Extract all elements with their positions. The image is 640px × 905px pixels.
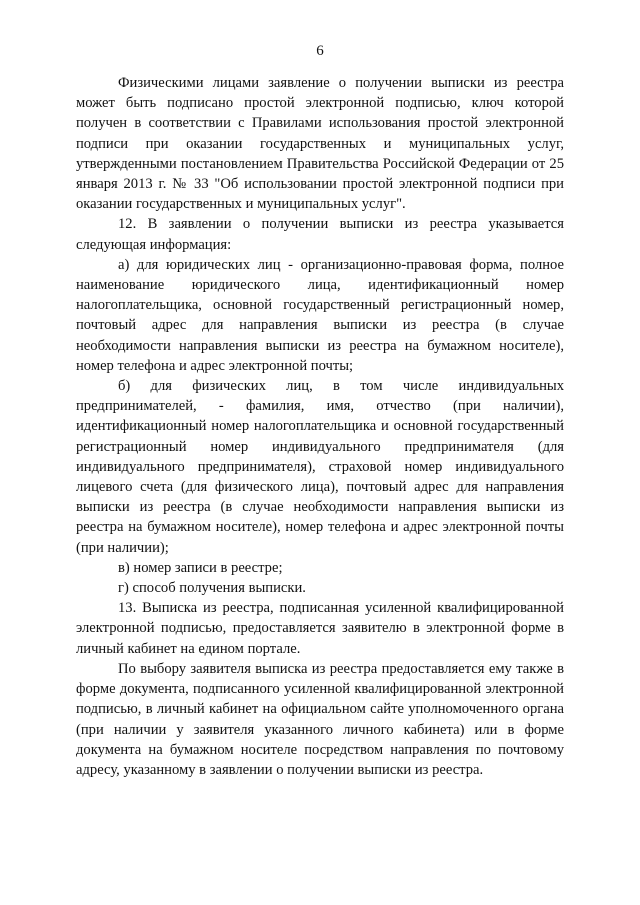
paragraph-13-alternative-forms: По выбору заявителя выписка из реестра предоставляется ему также в форме документа, подписанного усиленной квалифицированной электронной подписью, в личный кабинет на официальном сайте уполномоченного органа (при наличии у заявителя указанного личного кабинета) или в форме документа на бумажном носителе посредством направления по почтовому адресу, указанному в заявлении о получении выписки из реестра. xyxy=(76,660,564,778)
paragraph-13-electronic-extract: 13. Выписка из реестра, подписанная усиленной квалифицированной электронной подписью, предоставляется заявителю в электронной форме в личный кабинет на едином портале. xyxy=(76,600,564,657)
paragraph-12-v-record-number: в) номер записи в реестре; xyxy=(118,559,283,576)
page-number: 6 xyxy=(316,43,324,59)
paragraph-simple-signature: Физическими лицами заявление о получении выписки из реестра может быть подписано простой электронной подписью, ключ которой получен в соответствии с Правилами использования простой электронной подписи при оказании государственных и муниципальных услуг, утвержденными постановлением Правительства Российской Федерации от 25 января 2013 г. № 33 "Об использовании простой электронной подписи при оказании государственных и муниципальных услуг". xyxy=(76,75,564,213)
paragraph-12-intro: 12. В заявлении о получении выписки из реестра указывается следующая информация: xyxy=(76,216,564,253)
document-body xyxy=(76,73,564,780)
paragraph-12-g-delivery-method: г) способ получения выписки. xyxy=(118,580,306,597)
paragraph-12-a-legal-entities: а) для юридических лиц - организационно-правовая форма, полное наименование юридического лица, идентификационный номер налогоплательщика, основной государственный регистрационный номер, почтовый адрес для направления выписки из реестра (в случае необходимости направления выписки из реестра на бумажном носителе), номер телефона и адрес электронной почты; xyxy=(76,256,564,374)
paragraph-12-b-individuals: б) для физических лиц, в том числе индивидуальных предпринимателей, - фамилия, имя, отчество (при наличии), идентификационный номер налогоплательщика и основной государственный регистрационный номер индивидуального предпринимателя (для индивидуального предпринимателя), страховой номер индивидуального лицевого счета (для физического лица), почтовый адрес для направления выписки из реестра (в случае необходимости направления выписки из реестра на бумажном носителе), номер телефона и адрес электронной почты (при наличии); xyxy=(76,378,564,556)
